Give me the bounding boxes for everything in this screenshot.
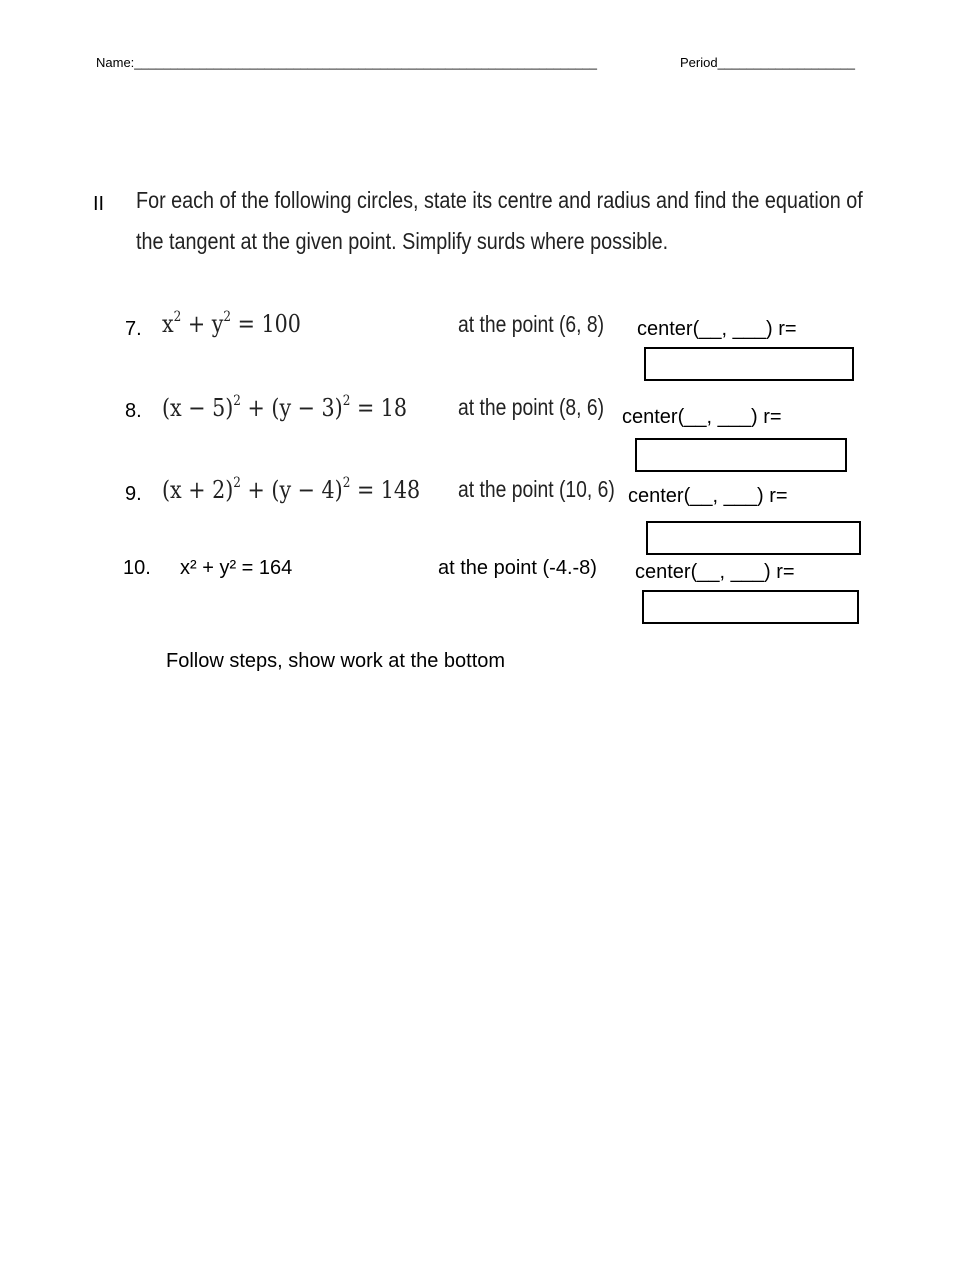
problem-point: at the point (-4.-8): [438, 557, 597, 579]
problem-number: 9.: [125, 483, 142, 505]
instruction-line-1: For each of the following circles, state its centre and radius and find the equation of: [136, 187, 863, 213]
answer-box[interactable]: [646, 521, 861, 555]
problem-point: at the point (10, 6): [458, 476, 615, 502]
problem-number: 10.: [123, 557, 151, 579]
center-radius-prompt: center(__, ___) r=: [622, 406, 782, 428]
section-number: II: [93, 193, 105, 215]
problem-equation: x² + y² = 164: [180, 557, 293, 579]
center-radius-prompt: center(__, ___) r=: [628, 485, 788, 507]
answer-box[interactable]: [644, 347, 854, 381]
center-radius-prompt: center(__, ___) r=: [637, 318, 797, 340]
problem-point: at the point (8, 6): [458, 394, 605, 420]
problem-point: at the point (6, 8): [458, 311, 605, 337]
problem-equation: $(x + 2)^2 + (y - 4)^2 = 148$: [162, 475, 421, 504]
name-field-label: Name:________________________________________________________________: [96, 55, 598, 70]
problem-number: 7.: [125, 318, 142, 340]
instruction-note: Follow steps, show work at the bottom: [166, 650, 506, 672]
problem-equation: $x^2 + y^2 = 100$: [162, 309, 301, 338]
answer-box[interactable]: [642, 590, 859, 624]
problem-equation: $(x - 5)^2 + (y - 3)^2 = 18$: [162, 393, 408, 422]
instruction-line-2: the tangent at the given point. Simplify surds where possible.: [136, 228, 669, 254]
period-field-label: Period___________________: [680, 55, 855, 70]
problem-number: 8.: [125, 400, 142, 422]
center-radius-prompt: center(__, ___) r=: [635, 561, 795, 583]
answer-box[interactable]: [635, 438, 847, 472]
